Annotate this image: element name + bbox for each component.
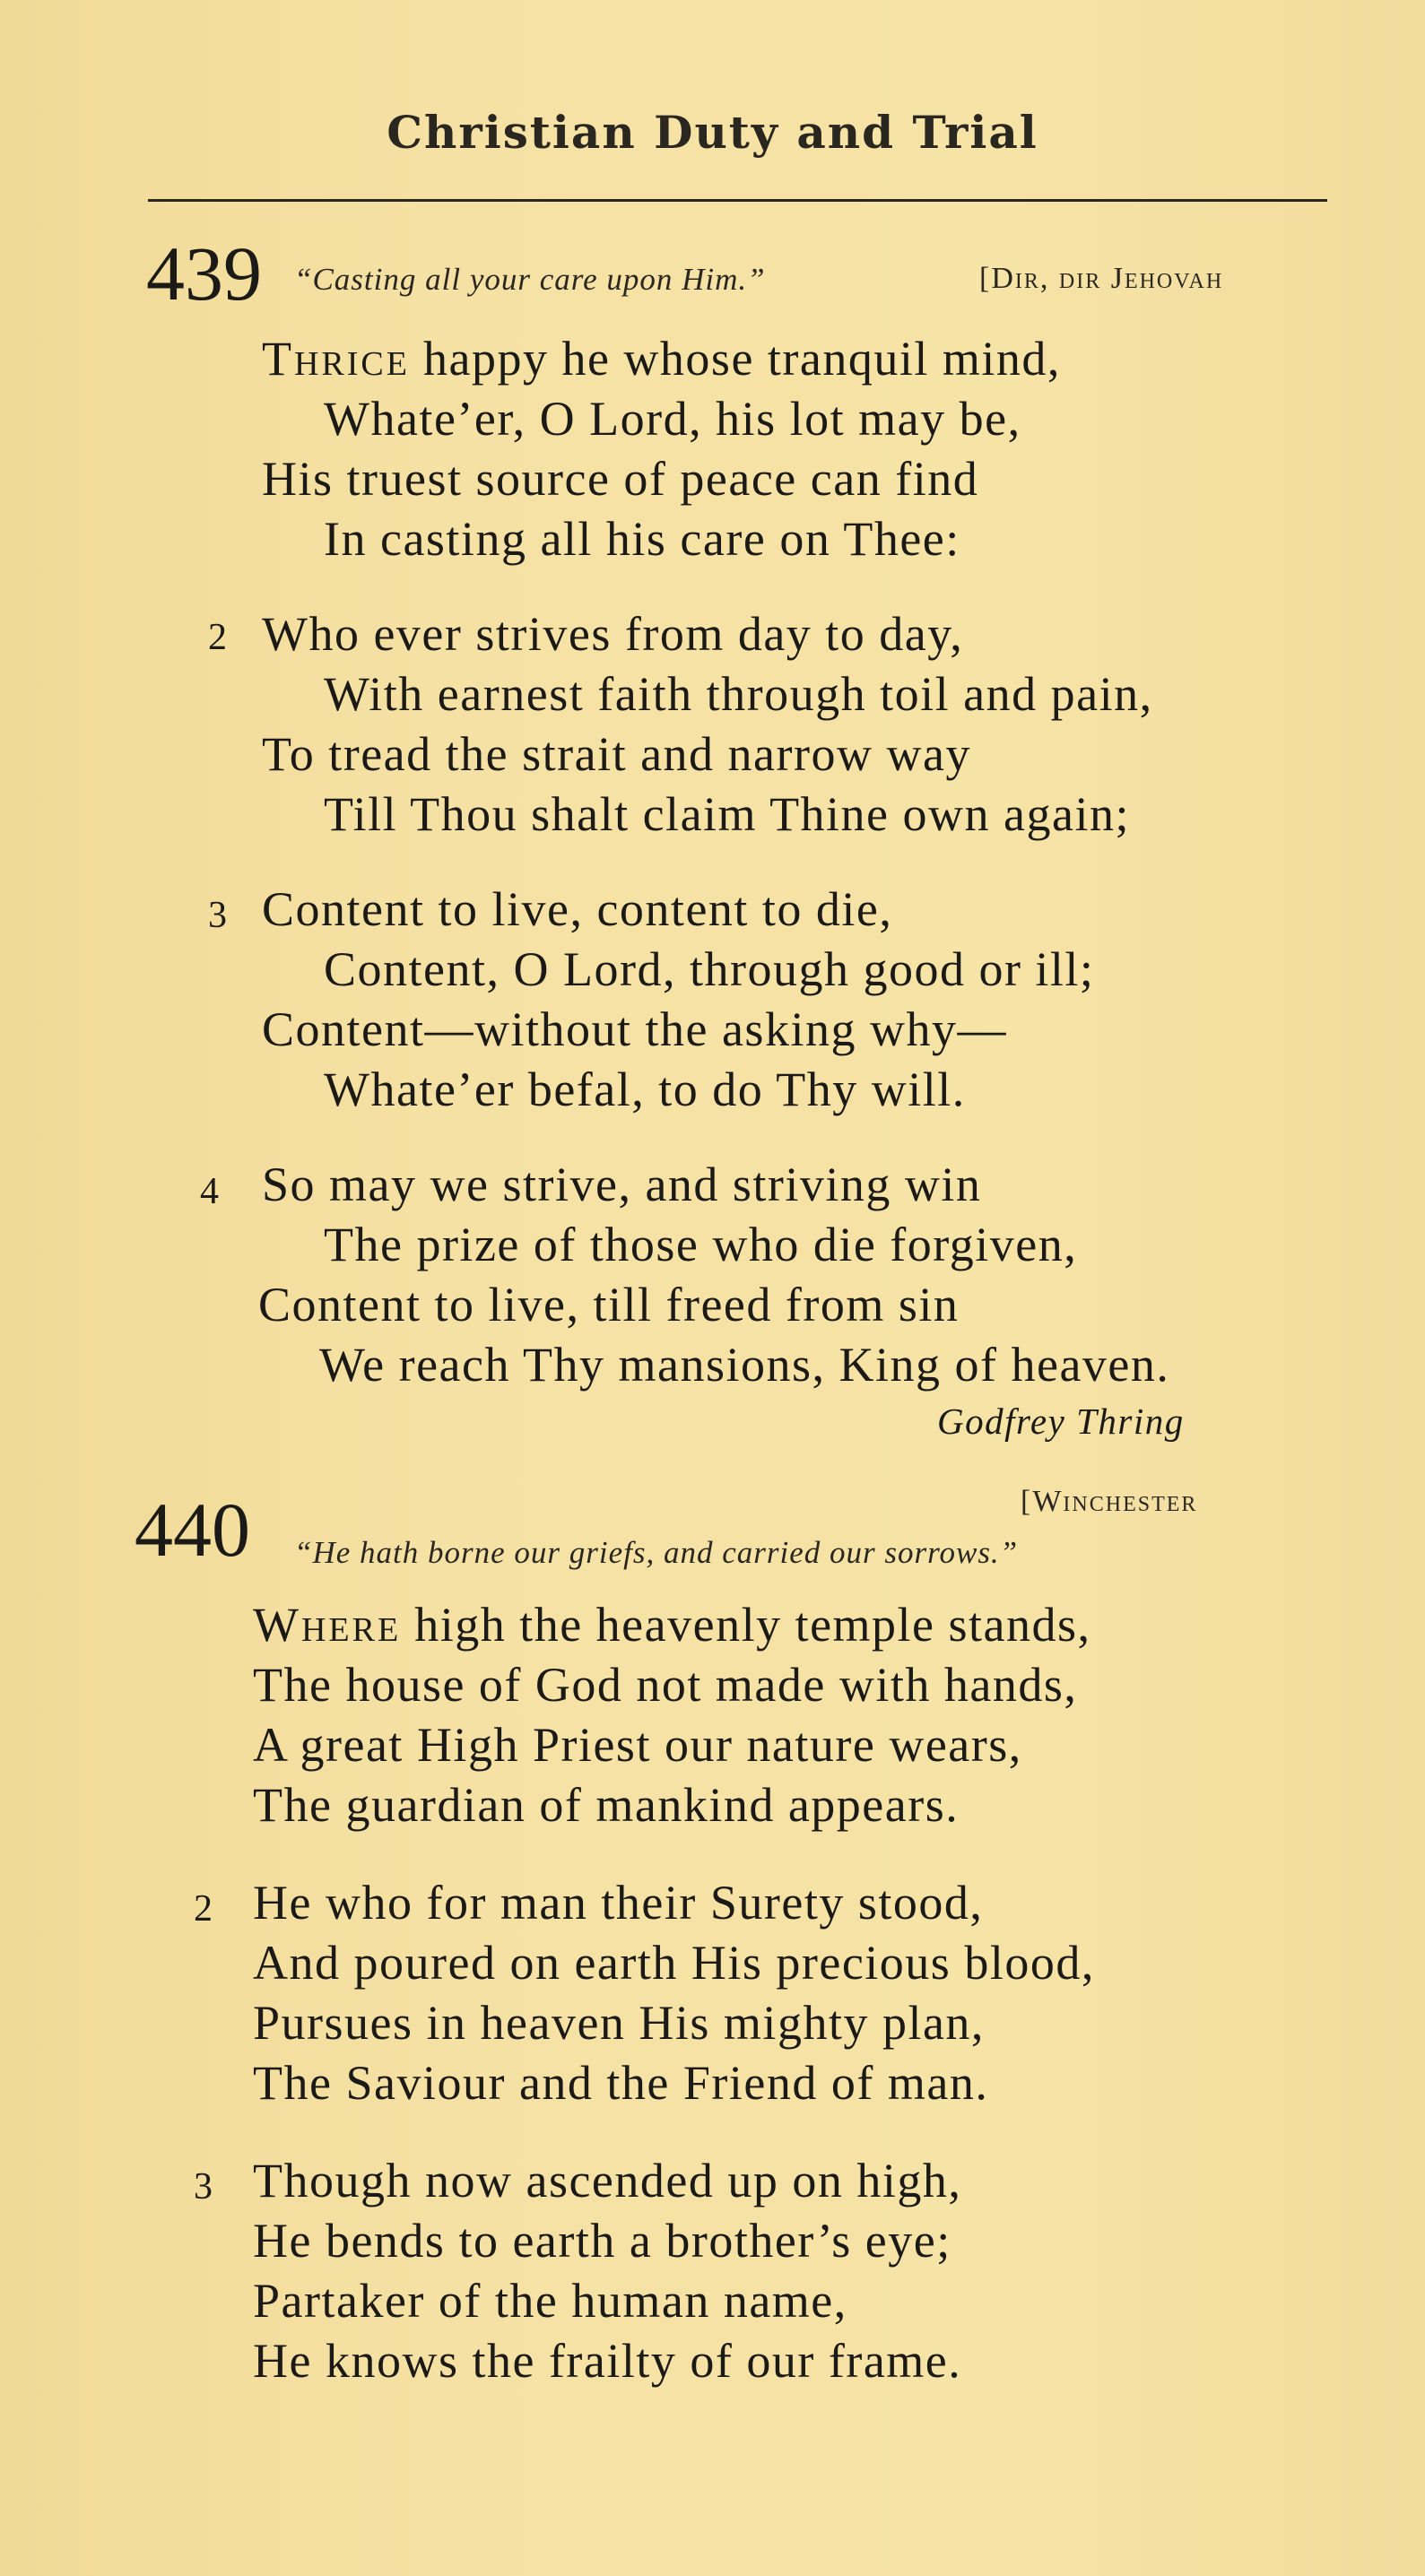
hymn-line: With earnest faith through toil and pain,	[324, 667, 1153, 721]
hymn-line: To tread the strait and narrow way	[262, 727, 971, 781]
hymn-line: The Saviour and the Friend of man.	[253, 2056, 989, 2110]
hymn-number: 439	[146, 230, 262, 317]
hymn-motto: “He hath borne our griefs, and carried our sorrows.”	[294, 1535, 1019, 1570]
hymn-line: We reach Thy mansions, King of heaven.	[319, 1338, 1170, 1392]
hymn-line: Content to live, content to die,	[262, 882, 893, 936]
hymn-line: The prize of those who die forgiven,	[324, 1218, 1078, 1271]
hymn-line: In casting all his care on Thee:	[324, 512, 960, 566]
hymn-line: Content to live, till freed from sin	[258, 1278, 960, 1331]
hymn-line: Till Thou shalt claim Thine own again;	[324, 787, 1130, 841]
hymn-line: A great High Priest our nature wears,	[253, 1718, 1022, 1772]
hymn-line: So may we strive, and striving win	[262, 1158, 982, 1211]
running-title: Christian Duty and Trial	[387, 106, 1038, 159]
verse-number: 3	[208, 895, 227, 936]
hymn-line: He knows the frailty of our frame.	[253, 2334, 962, 2388]
verse-number: 3	[194, 2166, 213, 2207]
hymn-line: The house of God not made with hands,	[253, 1658, 1078, 1712]
hymn-line: And poured on earth His precious blood,	[253, 1936, 1095, 1990]
hymn-line: His truest source of peace can find	[262, 452, 979, 506]
hymn-motto: “Casting all your care upon Him.”	[294, 262, 766, 297]
tune-name: [Winchester	[1021, 1485, 1198, 1518]
hymn-line: Whate’er, O Lord, his lot may be,	[324, 392, 1021, 446]
hymn-line: He bends to earth a brother’s eye;	[253, 2214, 951, 2268]
hymn-line: Pursues in heaven His mighty plan,	[253, 1996, 985, 2050]
hymn-line: Content—without the asking why—	[262, 1002, 1007, 1056]
verse-number: 2	[194, 1888, 213, 1930]
hymn-line: Though now ascended up on high,	[253, 2154, 962, 2207]
first-word: Thrice	[262, 332, 410, 386]
hymn-line: He who for man their Surety stood,	[253, 1876, 984, 1930]
hymn-line: The guardian of mankind appears.	[253, 1778, 960, 1832]
hymn-line: Content, O Lord, through good or ill;	[324, 942, 1095, 996]
verse-number: 2	[208, 617, 227, 658]
hymn-line: Where high the heavenly temple stands,	[253, 1598, 1091, 1652]
hymn-author: Godfrey Thring	[937, 1401, 1185, 1442]
hymn-line: Thrice happy he whose tranquil mind,	[262, 332, 1061, 386]
hymn-line: Partaker of the human name,	[253, 2274, 847, 2328]
hymn-number: 440	[135, 1487, 250, 1573]
hymn-line: Who ever strives from day to day,	[262, 607, 964, 661]
tune-name: [Dir, dir Jehovah	[979, 262, 1224, 295]
header-rule	[148, 199, 1327, 202]
verse-number: 4	[200, 1171, 219, 1212]
first-word: Where	[253, 1598, 402, 1652]
hymn-line: Whate’er befal, to do Thy will.	[324, 1062, 966, 1116]
